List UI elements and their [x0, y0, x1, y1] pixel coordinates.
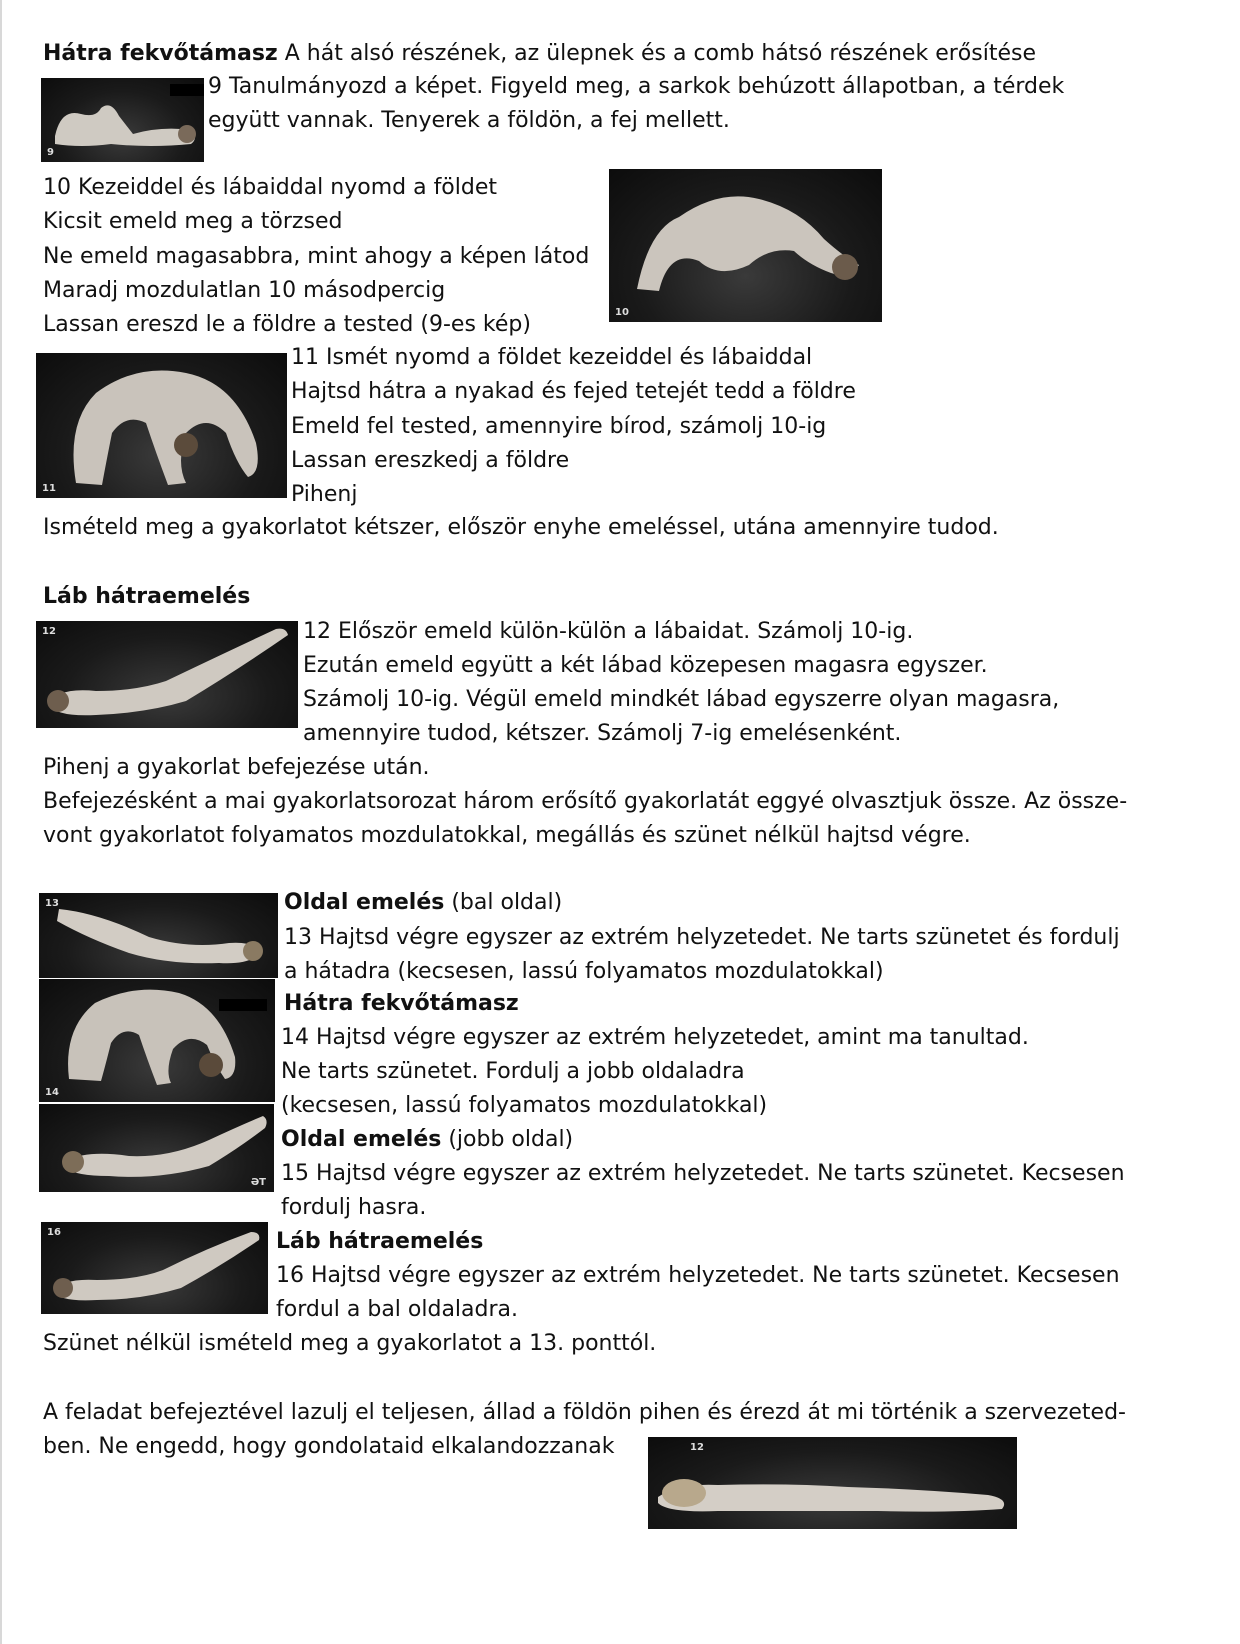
step-10-line-5: Lassan ereszd le a földre a tested (9-es kép): [43, 312, 531, 337]
seq-13-title: Oldal emelés: [284, 890, 445, 915]
section-2-rest: Pihenj a gyakorlat befejezése után.: [43, 755, 430, 780]
exercise-photo-10: [609, 169, 882, 322]
step-10-line-1: 10 Kezeiddel és lábaiddal nyomd a földet: [43, 175, 498, 200]
step-9-line-2: együtt vannak. Tenyerek a földön, a fej mellett.: [208, 108, 730, 133]
seq-14-line-1: 14 Hajtsd végre egyszer az extrém helyzetedet, amint ma tanultad.: [281, 1025, 1029, 1050]
redaction-bar: [170, 84, 204, 96]
seq-15-title: Oldal emelés: [281, 1127, 442, 1152]
step-10-line-4: Maradj mozdulatlan 10 másodpercig: [43, 278, 446, 303]
seq-14-line-2: Ne tarts szünetet. Fordulj a jobb oldaladra: [281, 1059, 745, 1084]
step-10-line-2: Kicsit emeld meg a törzsed: [43, 209, 343, 234]
step-12-line-3: Számolj 10-ig. Végül emeld mindkét lábad egyszerre olyan magasra,: [303, 687, 1060, 712]
seq-13-note: (bal oldal): [444, 890, 563, 915]
seq-16-title: Láb hátraemelés: [276, 1229, 484, 1254]
seq-14-line-3: (kecsesen, lassú folyamatos mozdulatokkal): [281, 1093, 768, 1118]
exercise-photo-16: [41, 1222, 268, 1314]
photo-number: 13: [45, 898, 59, 909]
seq-15-note: (jobb oldal): [441, 1127, 574, 1152]
photo-number: 9: [47, 147, 54, 158]
exercise-photo-relax: [648, 1437, 1017, 1529]
step-10-line-3: Ne emeld magasabbra, mint ahogy a képen látod: [43, 244, 590, 269]
photo-number: ƏT: [250, 1177, 266, 1188]
photo-number: 12: [42, 626, 56, 637]
seq-15-line-2: fordulj hasra.: [281, 1195, 427, 1220]
section-1-repeat: Ismételd meg a gyakorlatot kétszer, először enyhe emeléssel, utána amennyire tudod.: [43, 515, 999, 540]
step-9-line-1: 9 Tanulmányozd a képet. Figyeld meg, a sarkok behúzott állapotban, a térdek: [208, 74, 1065, 99]
exercise-photo-12: [36, 621, 298, 728]
photo-number: 14: [45, 1087, 59, 1098]
step-11-line-3: Emeld fel tested, amennyire bírod, számolj 10-ig: [291, 414, 827, 439]
seq-15-line-1: 15 Hajtsd végre egyszer az extrém helyzetedet. Ne tarts szünetet. Kecsesen: [281, 1161, 1125, 1186]
closing-line-1: A feladat befejeztével lazulj el teljesen, állad a földön pihen és érezd át mi történik a szervezeted-: [43, 1400, 1126, 1425]
photo-number: 11: [42, 483, 56, 494]
exercise-photo-14: [39, 979, 275, 1102]
seq-16-line-1: 16 Hajtsd végre egyszer az extrém helyzetedet. Ne tarts szünetet. Kecsesen: [276, 1263, 1120, 1288]
seq-13-line-2: a hátadra (kecsesen, lassú folyamatos mozdulatokkal): [284, 959, 884, 984]
seq-16-line-2: fordul a bal oldaladra.: [276, 1297, 518, 1322]
seq-13-heading: [284, 886, 562, 921]
combine-line-1: Befejezésként a mai gyakorlatsorozat három erősítő gyakorlatát eggyé olvasztjuk össze. Az össze-: [43, 789, 1128, 814]
section-subtitle: A hát alsó részének, az ülepnek és a comb hátsó részének erősítése: [277, 41, 1036, 66]
section-heading-1: [43, 37, 1036, 72]
exercise-photo-9: [41, 78, 204, 162]
section-title: Hátra fekvőtámasz: [43, 41, 278, 66]
step-11-line-2: Hajtsd hátra a nyakad és fejed tetejét tedd a földre: [291, 379, 856, 404]
sequence-repeat: Szünet nélkül ismételd meg a gyakorlatot a 13. ponttól.: [43, 1331, 657, 1356]
page-edge: [0, 0, 2, 1644]
combine-line-2: vont gyakorlatot folyamatos mozdulatokkal, megállás és szünet nélkül hajtsd végre.: [43, 823, 971, 848]
photo-number: 16: [47, 1227, 61, 1238]
step-12-line-4: amennyire tudod, kétszer. Számolj 7-ig emelésenként.: [303, 721, 902, 746]
section-heading-2: Láb hátraemelés: [43, 584, 251, 609]
seq-15-heading: [281, 1123, 573, 1158]
seq-14-title: Hátra fekvőtámasz: [284, 991, 519, 1016]
step-12-line-1: 12 Először emeld külön-külön a lábaidat. Számolj 10-ig.: [303, 619, 914, 644]
photo-number: 10: [615, 307, 629, 318]
step-12-line-2: Ezután emeld együtt a két lábad közepesen magasra egyszer.: [303, 653, 988, 678]
exercise-photo-13: [39, 893, 278, 978]
step-11-line-4: Lassan ereszkedj a földre: [291, 448, 570, 473]
seq-13-line-1: 13 Hajtsd végre egyszer az extrém helyzetedet. Ne tarts szünetet és fordulj: [284, 925, 1120, 950]
closing-line-2: ben. Ne engedd, hogy gondolataid elkalandozzanak: [43, 1434, 615, 1459]
step-11-line-5: Pihenj: [291, 482, 358, 507]
exercise-photo-11: [36, 353, 287, 498]
photo-number: 12: [690, 1442, 704, 1453]
redaction-bar: [219, 999, 267, 1011]
exercise-photo-15: [39, 1104, 274, 1192]
step-11-line-1: 11 Ismét nyomd a földet kezeiddel és lábaiddal: [291, 345, 813, 370]
